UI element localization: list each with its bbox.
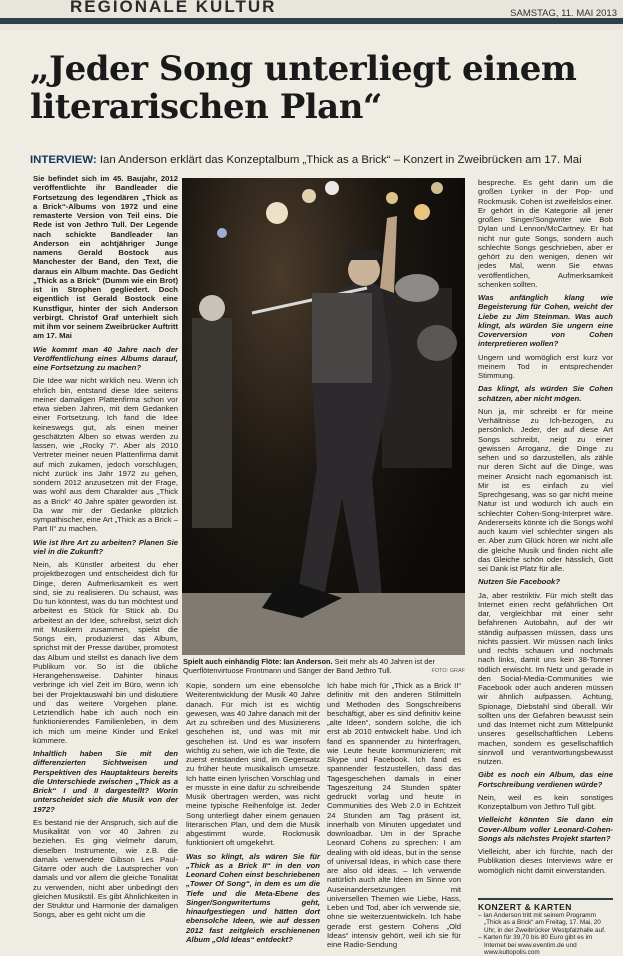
- question: Wie kommt man 40 Jahre nach der Veröffentlichung eines Albums darauf, eine Fortsetzung zu machen?: [33, 344, 178, 372]
- kicker: INTERVIEW:: [30, 154, 97, 166]
- photo-illustration: [182, 178, 465, 655]
- dateline: SAMSTAG, 11. MAI 2013: [510, 8, 617, 19]
- answer: Ja, aber restriktiv. Für mich stellt das Internet einen recht gefährlichen Ort dar, vergleichbar mit einer sehr befahrenen Autobahn, auf der wir ständig aufpassen müssen, dass uns nichts passiert. Wir müssen nach links und rechts schauen und nochmals nach links, damit uns kein 38-Tonner tödlich erwischt. Im Netz und gerade in den Social-Media-Communities wie Facebook oder auch anderen müssen wir ähnlich aufpassen. Achtung, Spionage, Diebstahl sind überall. Wir sollten uns der Gefahren bewusst sein und das Internet nicht zum Mittelpunkt unseres gesellschaftlichen Lebens machen, sondern es gesellschaftlich sinnvoll und verantwortungsbewusst nutzen.: [478, 590, 613, 766]
- section-title: REGIONALE KULTUR: [70, 0, 277, 16]
- concert-photo: [182, 178, 465, 655]
- info-box-item: – Ian Anderson tritt mit seinem Programm „Thick as a Brick“ am Freitag, 17. Mai, 20 Uhr, in der Zweibrücker Westpfalzhalle auf.: [478, 912, 606, 934]
- answer: Ich habe mich für „Thick as a Brick II“ definitiv mit den anderen Stilmitteln und Methoden des Songschreibens beschäftigt, aber es sind definitiv keine „alte Ideen“, sondern solche, die ich erst ab 2010 entwickelt habe. Und ich fand es spannender zu hinterfragen, wie Leute heute kommunizieren; mit Skype und Facebook. Ich fand es spannender festzustellen, dass das Tagesgeschehen damals in einer Tageszeitung 24 Stunden später gedruckt vorlag und heute in Communities des Web 2.0 in Echtzeit 24 Stunden am Tag präsent ist, innerhalb von Minuten upgedatet und downloadbar. Um in der Sprache Leonard Cohens zu sprechen: I am dealing with old ideas, but in the sense of universal Ideas, in which case there are also old ideas. – Ich verwende natürlich auch alte Ideen im Sinne von Auseinandersetzungen mit universellen Themen wie Liebe, Hass, Leben und Tod, aber ich verwende sie, ohne sie weiterzuentwickeln. Ich habe gerade erst gestern Cohens „Old Ideas“ intensiv gehört, weil ich sie für eine Radio-Sendung: [327, 681, 461, 949]
- answer: Nein, weil es kein sonstiges Konzeptalbum von Jethro Tull gibt.: [478, 792, 613, 811]
- caption-bold: Spielt auch einhändig Flöte: Ian Anderson.: [183, 657, 333, 666]
- answer: bespreche. Es geht darin um die großen Lyriker in der Pop- und Rockmusik. Cohen ist zweifelslos einer. Er gehört in die Kategorie all jener großen Singer/Songwriter wie Bob Dylan und Lennon/McCartney. Er hat nicht nur gute Songs, sondern auch schlechte Songs geschrieben, aber er gehört zu den wenigen, denen wir jedes Mal, wenn Sie etwas veröffentlichen, Aufmerksamkeit schenken sollten.: [478, 178, 613, 289]
- answer: Es bestand nie der Anspruch, sich auf die Musikalität von vor 40 Jahren zu beziehen. Es ging vielmehr darum, dieselben Instrumente, wie z.B. die damals verwendete Gibson Les Paul-Gitarre oder auch die Lautsprecher von damals und vor allem die gleiche Tonalität zu verwenden, nicht aber unbedingt den gleichen Musikstil. Es gibt Ähnlichkeiten in der Struktur und Harmonie der damaligen Songs, aber es geht nicht um die: [33, 817, 178, 920]
- question: Wie ist Ihre Art zu arbeiten? Planen Sie viel in die Zukunft?: [33, 537, 178, 556]
- column-3: [327, 681, 461, 949]
- photo-caption: [183, 657, 465, 676]
- column-1: [33, 174, 178, 931]
- answer: Ungern und womöglich erst kurz vor meinem Tod in entsprechender Stimmung.: [478, 352, 613, 380]
- column-4: [478, 178, 613, 898]
- question: Inhaltlich haben Sie mit den differenzierten Sichtweisen und Perspektiven des Hauptakteurs bereits die Unterschiede zwischen „Thick as a Brick“ I und II dargestellt? Worin unterscheidet sich die Musik von der 1972?: [33, 749, 178, 814]
- answer: Kopie, sondern um eine ebensolche Weiterentwicklung der Musik 40 Jahre danach. Für mich ist es wichtig gewesen, was 40 Jahre danach mit der Art zu schreiben und des Musizierens geschehen ist, und was mit mir geschehen ist. Und es war insofern wichtig zu sehen, wie ich die Texte, die zuerst entstanden sind, im Gegensatz zu früher heute musikalisch umsetze. Ich hatte einen lyrischen Vorschlag und er musste in eine dafür zu schreibende Musik übertragen werden, was nicht meine typische Reihenfolge ist. Jeder Song unterliegt daher einem genauen literarischen Plan, und dem die Musik abgestimmt wurde. Rockmusik funktioniert oft umgekehrt.: [186, 681, 320, 848]
- question: Gibt es noch ein Album, das eine Fortschreibung verdienen würde?: [478, 770, 613, 789]
- question: Was so klingt, als wären Sie für „Thick as a Brick II“ in den von Leonard Cohen einst beschriebenen „Tower Of Song“, in dem es um die Tiefe und die Meta-Ebene des Singer/Songwritertums geht, hinaufgestiegen und hätten dort ebensolche Ideen, wie auf dessen 2012 fast zeitgleich erschienenen Album „Old Ideas“ entdeckt?: [186, 851, 320, 944]
- subhead-text: Ian Anderson erklärt das Konzeptalbum „Thick as a Brick“ – Konzert in Zweibrücken am 17. Mai: [99, 154, 582, 166]
- question: Nutzen Sie Facebook?: [478, 577, 561, 587]
- question: Was anfänglich klang wie Begeisterung für Cohen, weicht der Liebe zu Jim Steinman. Was auch klingt, als würden Sie ungern eine Coverversion von Cohen interpretieren wollen?: [478, 293, 613, 349]
- info-box-item: – Karten für 39,70 bis 80 Euro gibt es im Internet bei www.eventim.de und www.kultopolis.com: [478, 934, 593, 956]
- answer: Vielleicht, aber ich fürchte, nach der Publikation dieses Interviews wäre er womöglich nicht damit einverstanden.: [478, 847, 613, 875]
- answer: Nun ja, mir schreibt er für meine Verhältnisse zu Ich-bezogen, zu persönlich. Jeder, der auf diese Art Songs schreibt, neigt zu einer gewissen Arroganz, die Dinge zu sehen und so darzustellen, als zähle nur deren Sicht auf die Dinge, was meiner Ansicht nach egomanisch ist. Mir ist es einfach zu viel Sprechgesang, was so gar nicht meine Natur ist und wodurch ich auch ein schlechter Cohen-Song-Interpret wäre. Andererseits könnte ich die Songs wohl auch kaum viel schlechter singen als er. Aber zum Glück hören wir nicht alle die gleiche Musik und finden nicht alle das Gleiche schön oder hässlich, Gott sei Dank ist Platz für alle.: [478, 406, 613, 573]
- caption-text: Seit mehr als 40 Jahren ist der Querflötenvirtuose Frontmann und Sänger der Band Jethro Tull.: [183, 657, 435, 675]
- info-box-title: KONZERT & KARTEN: [478, 898, 613, 912]
- answer: Nein, als Künstler arbeitest du eher projektbezogen und entscheidest dich für Dinge, deren Aufmerksamkeit es wert sind, sie zu realisieren. Du schaust, was Du tun könntest, was du tun möchtest und arbeitest es Stück für Stück ab. Du arbeitest an der Idee, schreibst, setzt dich mit Musikern zusammen, spielst die Songs ein, produzierst das Album, sprichst mit der Presse darüber, promotest das Album und stellst es danach live dem Publikum vor. So ist die übliche Herangehensweise. Dahinter hinaus verbringe ich viel Zeit im Büro, wenn ich bei der Projektauswahl bin und diskutiere und das weitere Vorgehen plane. Letztendlich habe ich auch noch ein funktionierendes Familienleben, in dem ich mich um meine Kinder und Enkel kümmere.: [33, 560, 178, 745]
- headline: „Jeder Song unterliegt einem literarischen Plan“: [30, 49, 577, 127]
- info-box-list: [478, 912, 613, 956]
- column-2: [186, 681, 320, 944]
- answer: Die Idee war nicht wirklich neu. Wenn ich ehrlich bin, entstand diese Idee seitens meiner damaligen Plattenfirma schon vor etwa sieben Jahren, mit dem Gedanken einer Fortsetzung. Ich fand die Idee keineswegs gut, als einen meiner geschätzten Alben so etwas werden zu lassen, wie „Rocky 7“. Aber als 2010 Vertreter meiner neuen Plattenfirma damit auf mich zukamen, jedoch vorschlugen, nicht zurück ins Jahr 1972 zu gehen, sondern 2012 anzusetzen mit der Frage, was wohl aus dem Charakter aus „Thick as a Brick“ 40 Jahre später geworden ist. Da war mir der Gedanke plötzlich sympathischer, eine Art „Thick as a Brick – Part II“ zu machen.: [33, 376, 178, 534]
- question: Vielleicht könnten Sie dann ein Cover-Album voller Leonard-Cohen-Songs als nächstes Projekt starten?: [478, 815, 613, 843]
- question: Das klingt, als würden Sie Cohen schätzen, aber nicht mögen.: [478, 384, 613, 403]
- photo-credit: FOTO: GRAF: [431, 668, 465, 674]
- lead-paragraph: Sie befindet sich im 45. Baujahr, 2012 veröffentlichte ihr Bandleader die Fortsetzung des legendären „Thick as a Brick“-Albums von 1972 und eine remasterte Version von Teil eins. Die Rede ist von Jethro Tull. Der Legende nach schickte Bandleader Ian Anderson ein achtjähriger Junge namens Gerald Bostock aus Manchester der Band, den Text, die daraus ein Album machte. Das Gedicht „Thick as a Brick“ (Dumm wie ein Brot) ist in Strophen gegliedert. Doch eigentlich ist Gerald Bostock eine Kunstfigur, hinter der sich Anderson verbirgt. Christof Graf unterhielt sich mit ihm vor seinem Zweibrücker Auftritt am 17. Mai: [33, 174, 178, 341]
- subhead: [30, 153, 615, 167]
